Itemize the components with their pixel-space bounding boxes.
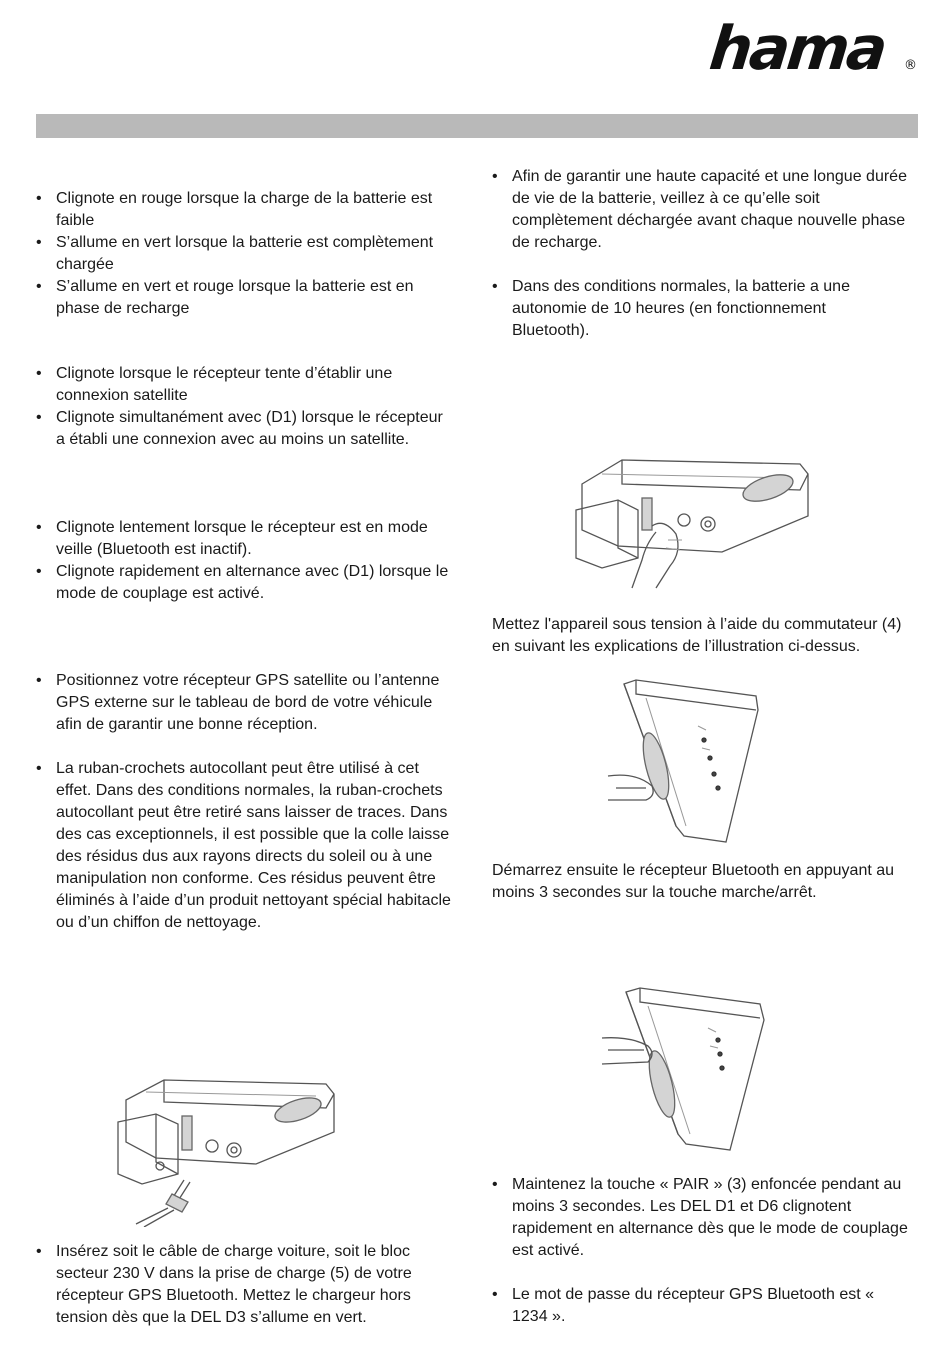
charging-list bbox=[36, 1241, 456, 1329]
pair-button-illustration bbox=[600, 984, 770, 1154]
power-button-illustration bbox=[606, 676, 762, 846]
list-item: • Clignote simultanément avec (D1) lorsque le récepteur a établi une connexion avec au moins un satellite. bbox=[36, 407, 456, 451]
list-item: • Afin de garantir une haute capacité et une longue durée de vie de la batterie, veillez à ce qu’elle soit complètement déchargée avant chaque nouvelle phase de recharge. bbox=[492, 166, 907, 254]
placement-list bbox=[36, 670, 456, 934]
header-band bbox=[36, 114, 918, 138]
registered-mark: ® bbox=[904, 58, 917, 73]
list-item: • Clignote rapidement en alternance avec (D1) lorsque le mode de couplage est activé. bbox=[36, 561, 456, 605]
list-item: • La ruban-crochets autocollant peut être utilisé à cet effet. Dans des conditions normales, la ruban-crochets autocollant peut être retiré sans laisser de traces. Dans des cas exceptionnels, il est possible que la colle laisse des résidus dus aux rayons directs du soleil ou à une manipulation non conforme. Ces résidus peuvent être éliminés à l’aide d’un produit nettoyant spécial habitacle ou d’un chiffon de nettoyage. bbox=[36, 758, 456, 934]
list-item: • Clignote en rouge lorsque la charge de la batterie est faible bbox=[36, 188, 456, 232]
power-switch-illustration bbox=[572, 448, 812, 594]
list-item: • Positionnez votre récepteur GPS satellite ou l’antenne GPS externe sur le tableau de bord de votre véhicule afin de garantir une bonne réception. bbox=[36, 670, 456, 736]
led-bluetooth-list bbox=[36, 517, 456, 605]
led-d1-list bbox=[36, 188, 456, 320]
list-item: • S’allume en vert lorsque la batterie est complètement chargée bbox=[36, 232, 456, 276]
start-receiver-text: Démarrez ensuite le récepteur Bluetooth en appuyant au moins 3 secondes sur la touche marche/arrêt. bbox=[492, 862, 895, 901]
power-on-text: Mettez l'appareil sous tension à l’aide du commutateur (4) en suivant les explications de l’illustration ci-dessus. bbox=[492, 616, 902, 655]
battery-list bbox=[492, 166, 907, 342]
charging-illustration bbox=[116, 1062, 341, 1227]
list-item: • Clignote lorsque le récepteur tente d’établir une connexion satellite bbox=[36, 363, 456, 407]
pairing-list bbox=[492, 1174, 912, 1328]
list-item: • Insérez soit le câble de charge voiture, soit le bloc secteur 230 V dans la prise de charge (5) de votre récepteur GPS Bluetooth. Mettez le chargeur hors tension dès que la DEL D3 s’allume en vert. bbox=[36, 1241, 456, 1329]
led-satellite-list bbox=[36, 363, 456, 451]
list-item: • Maintenez la touche « PAIR » (3) enfoncée pendant au moins 3 secondes. Les DEL D1 et D6 clignotent rapidement en alternance dès que le mode de couplage est activé. bbox=[492, 1174, 912, 1262]
list-item: • Clignote lentement lorsque le récepteur est en mode veille (Bluetooth est inactif). bbox=[36, 517, 456, 561]
list-item: • Dans des conditions normales, la batterie a une autonomie de 10 heures (en fonctionnement Bluetooth). bbox=[492, 276, 907, 342]
hama-logo bbox=[706, 14, 925, 84]
list-item: • Le mot de passe du récepteur GPS Bluetooth est « 1234 ». bbox=[492, 1284, 912, 1328]
logo-wordmark: hama bbox=[706, 14, 888, 84]
list-item: • S’allume en vert et rouge lorsque la batterie est en phase de recharge bbox=[36, 276, 456, 320]
